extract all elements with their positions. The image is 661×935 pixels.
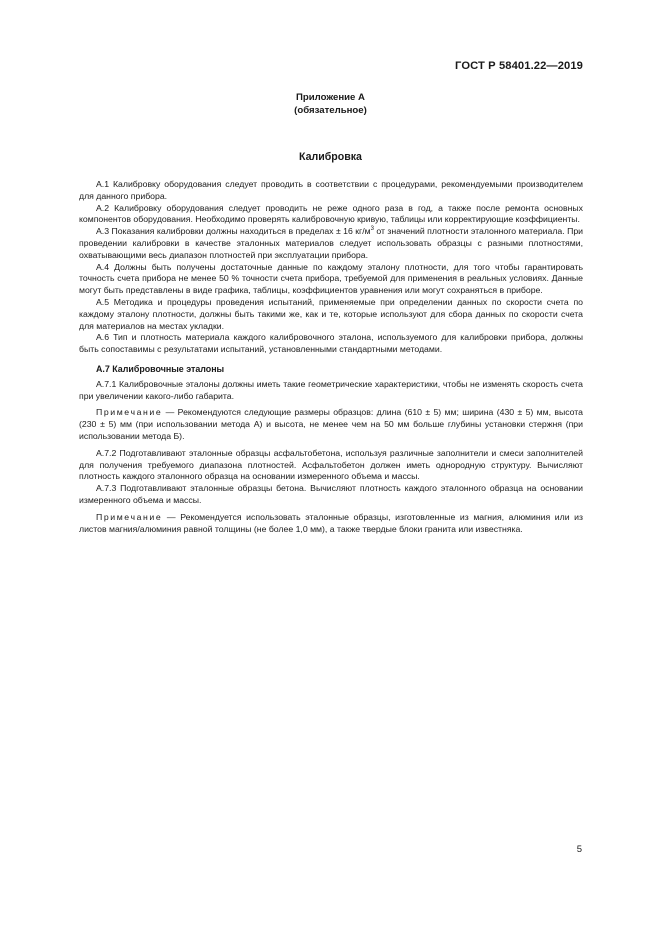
document-code: ГОСТ Р 58401.22—2019 [455,60,583,72]
paragraph-a1: А.1 Калибровку оборудования следует проводить в соответствии с процедурами, рекомендуемыми производителем для данного прибора. [79,179,583,201]
note-2-text: — Рекомендуется использовать эталонные образцы, изготовленные из магния, алюминия или из листов магния/алюминия равной толщины (не более 1,0 мм), а также твердые блоки гранита или известняка. [79,511,583,534]
note-1 [79,407,583,442]
annex-heading [0,91,661,117]
annex-label: Приложение А [296,92,365,103]
paragraph-a3-end: от значений плотности эталонного материала. При проведении калибровки в качестве эталонных материалов следует использовать образцы с разными плотностями, охватывающими весь диапазон плотностей при эксплуатации прибора. [79,226,584,260]
annex-title: Калибровка [299,151,362,163]
note-1-text: — Рекомендуются следующие размеры образцов: длина (610 ± 5) мм; ширина (430 ± 5) мм, высота (230 ± 5) мм (при использовании метода А) и высота, не менее чем на 50 мм больше глубины установки стержня (при использовании метода Б). [79,407,583,441]
paragraph-a4: А.4 Должны быть получены достаточные данные по каждому эталону плотности, для того чтобы гарантировать точность счета прибора не менее 50 % точности счета прибора, требуемой для применения в реальных условиях. Данные могут быть представлены в виде графика, таблицы, коэффициентов уравнения или могут сохраняться в приборе. [79,261,583,296]
note-1-label: Примечание [96,407,163,418]
note-2 [79,512,583,536]
paragraph-a5: А.5 Методика и процедуры проведения испытаний, применяемые при определении данных по скорости счета по каждому эталону плотности, должны быть такими же, как и те, которые используют для сбора данных по скорости счета для материалов на местах укладки. [79,296,583,331]
page-number: 5 [576,844,582,855]
section-a7-heading: А.7 Калибровочные эталоны [96,363,225,374]
paragraph-a6: А.6 Тип и плотность материала каждого калибровочного эталона, используемого для калибровки прибора, должны быть сопоставимы с результатами испытаний, установленными стандартными методами. [79,332,583,355]
paragraph-a3-start: А.3 Показания калибровки должны находиться в пределах ± 16 кг/м [96,226,371,237]
paragraph-a2: А.2 Калибровку оборудования следует проводить не реже одного раза в год, а также после ремонта основных компонентов оборудования. Необходимо проверять калибровочную кривую, таблицы или корректирующие коэффициенты. [79,202,583,225]
paragraph-a7-1: А.7.1 Калибровочные эталоны должны иметь такие геометрические характеристики, чтобы не изменять скорость счета при увеличении какого-либо габарита. [79,378,583,401]
annex-body [79,179,583,535]
annex-status: (обязательное) [294,105,367,116]
note-2-label: Примечание [96,511,163,522]
paragraph-a7-2: А.7.2 Подготавливают эталонные образцы асфальтобетона, используя различные заполнители и смеси заполнителей для получения требуемого диапазона плотностей. Асфальтобетон должен иметь однородную структуру. Вычисляют плотность каждого эталонного образца на основании измеренного объема и массы. [79,447,583,482]
unit-superscript: 3 [370,226,374,233]
paragraph-a3 [79,226,583,261]
paragraph-a7-3: А.7.3 Подготавливают эталонные образцы бетона. Вычисляют плотность каждого эталонного образца на основании измеренного объема и массы. [79,483,583,505]
